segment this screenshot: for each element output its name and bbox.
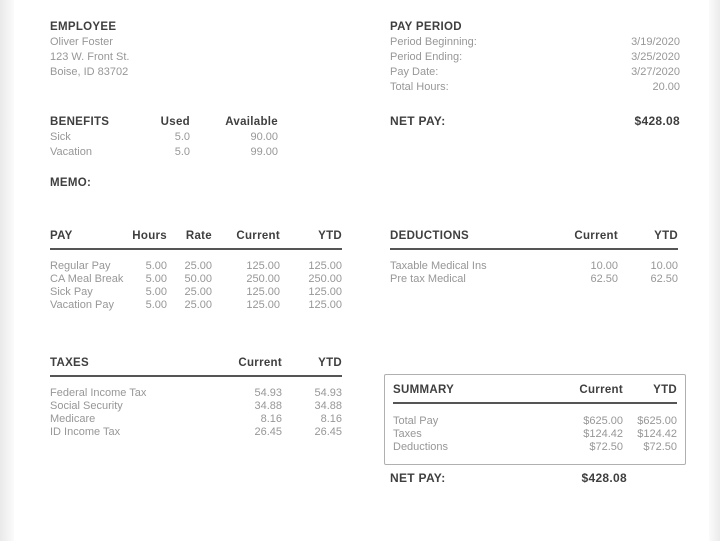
- net-pay-top: [390, 114, 680, 129]
- benefits-title: BENEFITS: [50, 116, 110, 128]
- employee-address-line2: Boise, ID 83702: [50, 66, 129, 78]
- pay-hours: 5.00: [145, 299, 167, 311]
- tax-current: 8.16: [260, 413, 282, 425]
- summary-row: [393, 441, 677, 454]
- pay-period-row: [390, 50, 680, 65]
- net-pay-label: NET PAY:: [390, 471, 446, 485]
- summary-current: $72.50: [589, 441, 623, 453]
- employee-address-line1: 123 W. Front St.: [50, 51, 130, 63]
- pay-period-section: [390, 20, 680, 95]
- pay-period-value: 3/19/2020: [631, 36, 680, 48]
- summary-title: SUMMARY: [393, 384, 455, 396]
- tax-name: ID Income Tax: [50, 426, 121, 438]
- deduction-name: Taxable Medical Ins: [390, 260, 487, 272]
- pay-name: Regular Pay: [50, 260, 111, 272]
- pay-name: Sick Pay: [50, 286, 93, 298]
- benefits-header-row: [50, 115, 278, 130]
- pay-period-row: [390, 35, 680, 50]
- pay-col-current: Current: [236, 230, 280, 242]
- benefit-used: 5.0: [174, 146, 190, 158]
- deduction-current: 62.50: [590, 273, 618, 285]
- taxes-header: [50, 356, 342, 377]
- tax-current: 34.88: [254, 400, 282, 412]
- summary-current: $124.42: [583, 428, 623, 440]
- deduction-ytd: 10.00: [650, 260, 678, 272]
- pay-current: 125.00: [246, 260, 280, 272]
- pay-current: 125.00: [246, 299, 280, 311]
- pay-name: Vacation Pay: [50, 299, 115, 311]
- deductions-header: [390, 229, 678, 250]
- deductions-col-ytd: YTD: [654, 230, 678, 242]
- tax-row: [50, 387, 342, 400]
- summary-current: $625.00: [583, 415, 623, 427]
- deduction-name: Pre tax Medical: [390, 273, 466, 285]
- benefit-available: 99.00: [250, 146, 278, 158]
- pay-ytd: 125.00: [308, 299, 342, 311]
- employee-title: EMPLOYEE: [50, 21, 117, 33]
- net-pay-bottom: [390, 471, 627, 486]
- benefits-col-used: Used: [160, 116, 190, 128]
- pay-ytd: 125.00: [308, 260, 342, 272]
- deductions-table: [390, 229, 678, 286]
- taxes-col-current: Current: [238, 357, 282, 369]
- summary-ytd: $625.00: [637, 415, 677, 427]
- pay-rate: 25.00: [184, 299, 212, 311]
- pay-row: [50, 299, 342, 312]
- pay-period-row: [390, 80, 680, 95]
- benefits-section: [50, 115, 278, 160]
- pay-row: [50, 286, 342, 299]
- pay-col-hours: Hours: [132, 230, 167, 242]
- deduction-row: [390, 273, 678, 286]
- benefit-name: Vacation: [50, 146, 92, 158]
- pay-ytd: 250.00: [308, 273, 342, 285]
- pay-period-label: Total Hours:: [390, 81, 449, 93]
- pay-current: 125.00: [246, 286, 280, 298]
- taxes-title: TAXES: [50, 357, 89, 369]
- tax-row: [50, 400, 342, 413]
- pay-period-label: Period Ending:: [390, 51, 463, 63]
- deduction-current: 10.00: [590, 260, 618, 272]
- summary-name: Taxes: [393, 428, 422, 440]
- pay-period-title: PAY PERIOD: [390, 21, 462, 33]
- summary-col-ytd: YTD: [653, 384, 677, 396]
- tax-row: [50, 426, 342, 439]
- pay-rate: 50.00: [184, 273, 212, 285]
- pay-rate: 25.00: [184, 286, 212, 298]
- pay-hours: 5.00: [145, 273, 167, 285]
- pay-hours: 5.00: [145, 286, 167, 298]
- deductions-title: DEDUCTIONS: [390, 230, 470, 242]
- net-pay-value: $428.08: [581, 471, 627, 485]
- benefit-used: 5.0: [174, 131, 190, 143]
- pay-col-rate: Rate: [185, 230, 212, 242]
- net-pay-value: $428.08: [634, 114, 680, 128]
- benefit-available: 90.00: [250, 131, 278, 143]
- tax-ytd: 54.93: [314, 387, 342, 399]
- summary-row: [393, 428, 677, 441]
- tax-ytd: 8.16: [320, 413, 342, 425]
- tax-name: Social Security: [50, 400, 123, 412]
- tax-current: 26.45: [254, 426, 282, 438]
- pay-current: 250.00: [246, 273, 280, 285]
- benefits-row: [50, 145, 278, 160]
- summary-header: [393, 383, 677, 404]
- pay-name: CA Meal Break: [50, 273, 124, 285]
- memo-title: MEMO:: [50, 177, 92, 189]
- summary-ytd: $72.50: [643, 441, 677, 453]
- tax-current: 54.93: [254, 387, 282, 399]
- pay-period-value: 3/27/2020: [631, 66, 680, 78]
- pay-table: [50, 229, 342, 312]
- pay-table-title: PAY: [50, 230, 73, 242]
- employee-name: Oliver Foster: [50, 36, 113, 48]
- pay-col-ytd: YTD: [318, 230, 342, 242]
- tax-ytd: 34.88: [314, 400, 342, 412]
- taxes-table: [50, 356, 342, 439]
- pay-period-row: [390, 65, 680, 80]
- benefits-row: [50, 130, 278, 145]
- deductions-col-current: Current: [574, 230, 618, 242]
- summary-row: [393, 415, 677, 428]
- left-edge-shade: [0, 0, 14, 541]
- tax-name: Medicare: [50, 413, 96, 425]
- pay-row: [50, 260, 342, 273]
- deduction-ytd: 62.50: [650, 273, 678, 285]
- summary-name: Total Pay: [393, 415, 439, 427]
- pay-period-label: Period Beginning:: [390, 36, 477, 48]
- benefits-col-available: Available: [225, 116, 278, 128]
- tax-name: Federal Income Tax: [50, 387, 147, 399]
- pay-period-value: 3/25/2020: [631, 51, 680, 63]
- employee-section: [50, 20, 129, 80]
- tax-ytd: 26.45: [314, 426, 342, 438]
- pay-rate: 25.00: [184, 260, 212, 272]
- pay-hours: 5.00: [145, 260, 167, 272]
- deduction-row: [390, 260, 678, 273]
- pay-ytd: 125.00: [308, 286, 342, 298]
- pay-period-value: 20.00: [652, 81, 680, 93]
- summary-ytd: $124.42: [637, 428, 677, 440]
- pay-row: [50, 273, 342, 286]
- summary-col-current: Current: [579, 384, 623, 396]
- summary-box: [384, 374, 686, 465]
- tax-row: [50, 413, 342, 426]
- pay-table-header: [50, 229, 342, 250]
- taxes-col-ytd: YTD: [318, 357, 342, 369]
- right-edge-shade: [709, 0, 720, 541]
- net-pay-label: NET PAY:: [390, 114, 446, 128]
- summary-name: Deductions: [393, 441, 449, 453]
- pay-period-label: Pay Date:: [390, 66, 439, 78]
- benefit-name: Sick: [50, 131, 71, 143]
